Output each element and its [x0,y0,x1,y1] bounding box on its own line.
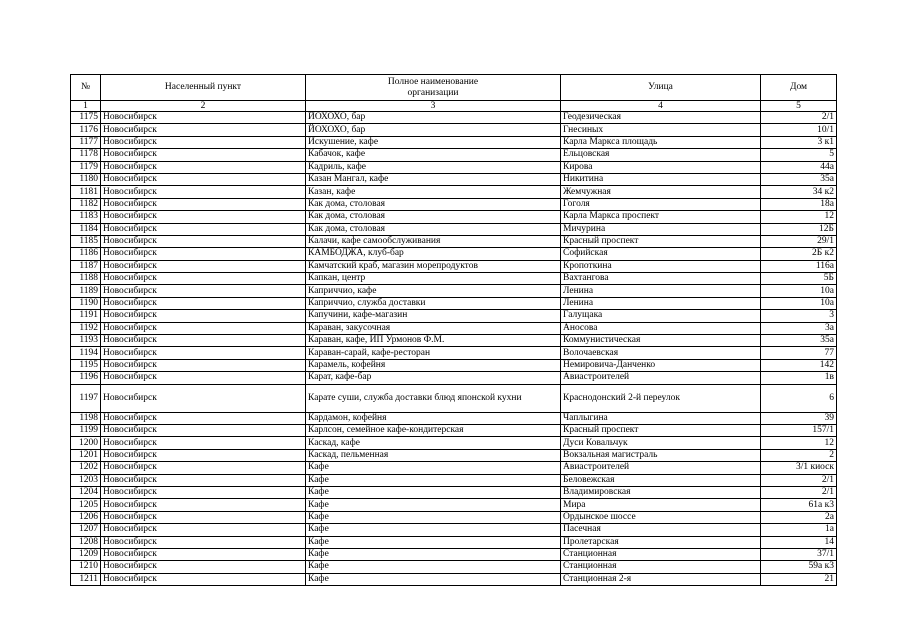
row-organization: Карамель, кофейня [306,359,561,371]
row-organization: Кафе [306,561,561,573]
row-organization: Каскад, кафе [306,437,561,449]
table-row [71,347,837,359]
row-house: 116а [761,260,837,272]
row-city: Новосибирск [101,235,306,247]
row-house: 29/1 [761,235,837,247]
row-number: 1181 [71,186,101,198]
row-city: Новосибирск [101,173,306,185]
row-organization: Камчатский краб, магазин морепродуктов [306,260,561,272]
row-city: Новосибирск [101,561,306,573]
table-row [71,573,837,585]
row-street: Красный проспект [561,235,761,247]
row-number: 1175 [71,112,101,124]
header-num: № [71,75,101,101]
row-city: Новосибирск [101,462,306,474]
table-row [71,310,837,322]
row-organization: Кафе [306,462,561,474]
row-house: 35а [761,173,837,185]
table-row [71,260,837,272]
row-city: Новосибирск [101,412,306,424]
row-house: 2/1 [761,486,837,498]
row-house: 14 [761,536,837,548]
row-street: Станционная 2-я [561,573,761,585]
header-row [71,75,837,101]
row-number: 1209 [71,548,101,560]
row-city: Новосибирск [101,161,306,173]
row-street: Софийская [561,248,761,260]
row-organization: Кафе [306,474,561,486]
row-organization: Как дома, столовая [306,198,561,210]
row-organization: Караван, кафе, ИП Урмонов Ф.М. [306,335,561,347]
row-city: Новосибирск [101,112,306,124]
table-row [71,223,837,235]
row-house: 5Б [761,273,837,285]
table-row [71,285,837,297]
row-street: Ленина [561,285,761,297]
row-house: 12Б [761,223,837,235]
row-number: 1206 [71,511,101,523]
row-organization: Кафе [306,536,561,548]
row-number: 1205 [71,499,101,511]
row-house: 12 [761,211,837,223]
table-row [71,235,837,247]
table-row [71,548,837,560]
table-row [71,149,837,161]
row-number: 1201 [71,449,101,461]
column-index: 2 [101,101,306,112]
row-number: 1187 [71,260,101,272]
row-house: 2/1 [761,474,837,486]
table-row [71,437,837,449]
row-number: 1211 [71,573,101,585]
row-number: 1182 [71,198,101,210]
row-street: Немировича-Данченко [561,359,761,371]
table-row [71,248,837,260]
header-org [306,75,561,101]
row-organization: Искушение, кафе [306,136,561,148]
row-city: Новосибирск [101,449,306,461]
table-row [71,449,837,461]
row-organization: Капкан, центр [306,273,561,285]
row-city: Новосибирск [101,322,306,334]
row-city: Новосибирск [101,297,306,309]
row-city: Новосибирск [101,573,306,585]
row-organization: Кардамон, кофейня [306,412,561,424]
table-row [71,524,837,536]
row-city: Новосибирск [101,486,306,498]
row-street: Карла Маркса площадь [561,136,761,148]
row-number: 1202 [71,462,101,474]
table-row [71,211,837,223]
row-organization: Кафе [306,524,561,536]
row-city: Новосибирск [101,335,306,347]
row-house: 21 [761,573,837,585]
row-number: 1191 [71,310,101,322]
row-organization: ЙОХОХО, бар [306,112,561,124]
row-number: 1188 [71,273,101,285]
table-row [71,372,837,384]
row-organization: Кадриль, кафе [306,161,561,173]
row-number: 1195 [71,359,101,371]
row-organization: Кабачок, кафе [306,149,561,161]
table-row [71,499,837,511]
row-city: Новосибирск [101,372,306,384]
row-organization: Караван-сарай, кафе-ресторан [306,347,561,359]
row-street: Красный проспект [561,424,761,436]
row-number: 1199 [71,424,101,436]
row-city: Новосибирск [101,310,306,322]
row-city: Новосибирск [101,260,306,272]
row-house: 3/1 киоск [761,462,837,474]
row-street: Пасечная [561,524,761,536]
table-row [71,335,837,347]
row-city: Новосибирск [101,273,306,285]
column-index: 1 [71,101,101,112]
row-organization: Караван, закусочная [306,322,561,334]
row-street: Волочаевская [561,347,761,359]
row-city: Новосибирск [101,347,306,359]
table-row [71,462,837,474]
row-organization: Карат, кафе-бар [306,372,561,384]
header-street: Улица [561,75,761,101]
row-house: 10а [761,285,837,297]
row-organization: ЙОХОХО, бар [306,124,561,136]
row-number: 1184 [71,223,101,235]
row-street: Вокзальная магистраль [561,449,761,461]
table-row [71,273,837,285]
row-number: 1203 [71,474,101,486]
row-city: Новосибирск [101,384,306,412]
table-row [71,486,837,498]
row-street: Станционная [561,561,761,573]
row-house: 18а [761,198,837,210]
row-number: 1210 [71,561,101,573]
row-number: 1190 [71,297,101,309]
column-index: 3 [306,101,561,112]
header-city: Населенный пункт [101,75,306,101]
row-number: 1194 [71,347,101,359]
table-row [71,161,837,173]
row-number: 1189 [71,285,101,297]
table-row [71,186,837,198]
column-index-row [71,101,837,112]
row-organization: Калачи, кафе самообслуживания [306,235,561,247]
column-index: 4 [561,101,761,112]
row-street: Кирова [561,161,761,173]
row-house: 6 [761,384,837,412]
row-house: 142 [761,359,837,371]
row-organization: Кафе [306,499,561,511]
row-number: 1197 [71,384,101,412]
row-house: 77 [761,347,837,359]
row-house: 10а [761,297,837,309]
row-city: Новосибирск [101,223,306,235]
row-organization: КАМБОДЖА, клуб-бар [306,248,561,260]
row-number: 1198 [71,412,101,424]
row-organization: Каскад, пельменная [306,449,561,461]
row-house: 44а [761,161,837,173]
table-header [71,75,837,112]
row-street: Чаплыгина [561,412,761,424]
row-city: Новосибирск [101,186,306,198]
row-organization: Кафе [306,548,561,560]
row-house: 2/1 [761,112,837,124]
row-number: 1177 [71,136,101,148]
row-number: 1200 [71,437,101,449]
row-number: 1207 [71,524,101,536]
row-city: Новосибирск [101,359,306,371]
row-number: 1196 [71,372,101,384]
row-organization: Каприччио, служба доставки [306,297,561,309]
table-row [71,198,837,210]
row-city: Новосибирск [101,124,306,136]
table-row [71,536,837,548]
row-street: Мира [561,499,761,511]
row-street: Мичурина [561,223,761,235]
row-city: Новосибирск [101,499,306,511]
row-house: 59а к3 [761,561,837,573]
row-organization: Как дома, столовая [306,223,561,235]
row-house: 3 [761,310,837,322]
row-house: 3 к1 [761,136,837,148]
row-house: 39 [761,412,837,424]
row-city: Новосибирск [101,248,306,260]
row-city: Новосибирск [101,511,306,523]
row-street: Гнесиных [561,124,761,136]
row-house: 1в [761,372,837,384]
row-street: Галущака [561,310,761,322]
row-organization: Как дома, столовая [306,211,561,223]
column-index: 5 [761,101,837,112]
row-city: Новосибирск [101,136,306,148]
row-organization: Карате суши, служба доставки блюд японской кухни [306,384,561,412]
row-house: 37/1 [761,548,837,560]
row-city: Новосибирск [101,536,306,548]
row-organization: Кафе [306,486,561,498]
header-house: Дом [761,75,837,101]
row-street: Вахтангова [561,273,761,285]
row-street: Пролетарская [561,536,761,548]
table-row [71,474,837,486]
row-street: Ордынское шоссе [561,511,761,523]
row-house: 1а [761,524,837,536]
table-row [71,173,837,185]
row-number: 1180 [71,173,101,185]
row-number: 1183 [71,211,101,223]
row-street: Владимировская [561,486,761,498]
row-number: 1193 [71,335,101,347]
row-street: Никитина [561,173,761,185]
row-street: Аносова [561,322,761,334]
table-row [71,561,837,573]
row-street: Гоголя [561,198,761,210]
row-house: 5 [761,149,837,161]
row-house: 2 [761,449,837,461]
row-house: 34 к2 [761,186,837,198]
table-row [71,124,837,136]
row-city: Новосибирск [101,548,306,560]
row-number: 1208 [71,536,101,548]
table-row [71,322,837,334]
row-number: 1186 [71,248,101,260]
organizations-table [70,74,837,586]
row-street: Краснодонский 2-й переулок [561,384,761,412]
row-organization: Капучини, кафе-магазин [306,310,561,322]
row-street: Коммунистическая [561,335,761,347]
table-row [71,424,837,436]
row-house: 35а [761,335,837,347]
table-row [71,511,837,523]
document-page [70,74,836,586]
row-house: 61а к3 [761,499,837,511]
row-house: 2Б к2 [761,248,837,260]
table-row [71,297,837,309]
row-city: Новосибирск [101,149,306,161]
row-street: Дуси Ковальчук [561,437,761,449]
header-org-line1: Полное наименование [387,76,479,87]
row-street: Авиастроителей [561,462,761,474]
row-organization: Каприччио, кафе [306,285,561,297]
row-street: Карла Маркса проспект [561,211,761,223]
row-number: 1178 [71,149,101,161]
row-house: 157/1 [761,424,837,436]
row-house: 10/1 [761,124,837,136]
row-street: Геодезическая [561,112,761,124]
row-organization: Кафе [306,511,561,523]
row-house: 12 [761,437,837,449]
row-street: Жемчужная [561,186,761,198]
row-organization: Карлсон, семейное кафе-кондитерская [306,424,561,436]
row-street: Ельцовская [561,149,761,161]
table-row [71,412,837,424]
table-row [71,136,837,148]
row-organization: Казан Мангал, кафе [306,173,561,185]
row-city: Новосибирск [101,198,306,210]
row-number: 1179 [71,161,101,173]
row-street: Беловежская [561,474,761,486]
row-street: Станционная [561,548,761,560]
row-organization: Казан, кафе [306,186,561,198]
header-org-line2: организации [407,87,459,98]
row-number: 1204 [71,486,101,498]
table-row [71,112,837,124]
row-organization: Кафе [306,573,561,585]
row-street: Ленина [561,297,761,309]
row-city: Новосибирск [101,437,306,449]
row-house: 2а [761,511,837,523]
row-city: Новосибирск [101,285,306,297]
row-number: 1185 [71,235,101,247]
row-street: Авиастроителей [561,372,761,384]
row-city: Новосибирск [101,211,306,223]
table-body [71,112,837,586]
row-city: Новосибирск [101,524,306,536]
row-house: 3а [761,322,837,334]
row-number: 1176 [71,124,101,136]
row-number: 1192 [71,322,101,334]
row-street: Кропоткина [561,260,761,272]
table-row [71,359,837,371]
table-row [71,384,837,412]
row-city: Новосибирск [101,424,306,436]
row-city: Новосибирск [101,474,306,486]
